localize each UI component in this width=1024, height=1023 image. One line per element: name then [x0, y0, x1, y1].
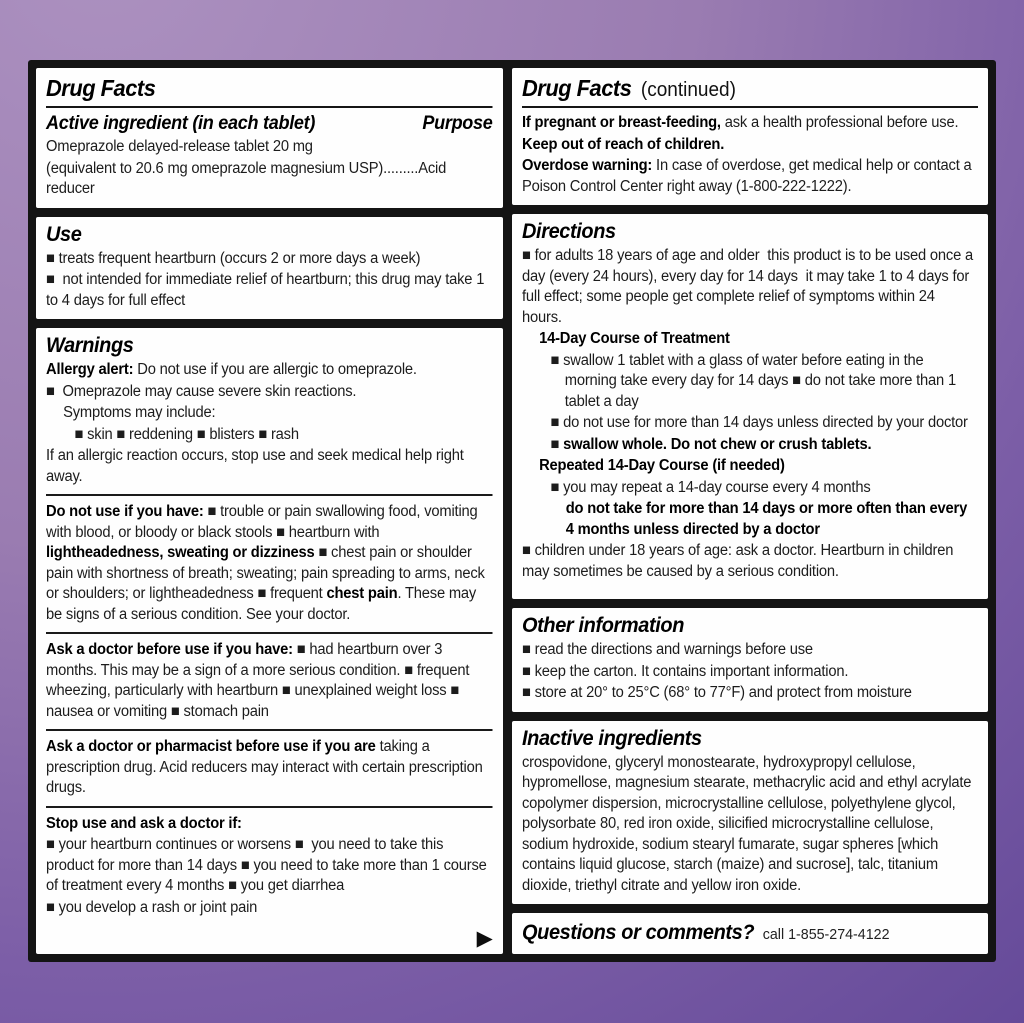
other-information-heading: Other information: [521, 614, 684, 637]
warnings-body: [46, 360, 493, 925]
drug-facts-label: [28, 60, 996, 962]
continued-label: (continued): [640, 79, 736, 101]
warnings-subsection: [46, 729, 493, 806]
drug-facts-header: [46, 73, 493, 108]
paragraph: ■ read the directions and warnings before use: [521, 641, 813, 658]
right-column: [512, 68, 988, 954]
questions-box: [512, 913, 988, 954]
purpose-heading: Purpose: [422, 113, 493, 134]
directions-box: [512, 214, 988, 599]
paragraph: ■ you may repeat a 14-day course every 4 months: [550, 478, 871, 496]
paragraph: ■ treats frequent heartburn (occurs 2 or more days a week): [46, 249, 421, 267]
paragraph: 14-Day Course of Treatment: [538, 330, 730, 347]
inactive-ingredients-heading: Inactive ingredients: [521, 726, 702, 750]
paragraph: If an allergic reaction occurs, stop use and seek medical help right away.: [46, 447, 468, 485]
paragraph: Ask a doctor before use if you have: ■ had heartburn over 3 months. This may be a sign of a more serious condition. ■ frequent wheezing, particularly with heartburn ■ unexplained weight loss ■ nausea or vomiting ■ stomach pain: [46, 641, 474, 720]
paragraph: Allergy alert: Do not use if you are allergic to omeprazole.: [46, 361, 417, 378]
directions-body: [522, 246, 978, 582]
paragraph: If pregnant or breast-feeding, ask a health professional before use.: [521, 114, 959, 131]
paragraph: do not take for more than 14 days or more often than every 4 months unless directed by a doctor: [565, 500, 971, 538]
active-ingredient-header-row: [46, 113, 493, 135]
paragraph: ■ your heartburn continues or worsens ■ you need to take this product for more than 14 days ■ you need to take more than 1 course of treatment every 4 months ■ you get diarrhea: [46, 836, 491, 894]
paragraph: ■ children under 18 years of age: ask a doctor. Heartburn in children may sometimes be caused by a serious condition.: [521, 542, 957, 580]
directions-heading: Directions: [521, 220, 616, 243]
paragraph: Symptoms may include:: [63, 404, 216, 421]
active-ingredient-box: [36, 68, 503, 208]
drug-facts-title-continued: Drug Facts: [521, 75, 632, 101]
paragraph: ■ swallow 1 tablet with a glass of water before eating in the morning take every day for 14 days ■ do not take more than 1 tablet a day: [550, 351, 960, 410]
paragraph: crospovidone, glyceryl monostearate, hydroxypropyl cellulose, hypromellose, magnesium stearate, methacrylic acid and ethyl acrylate copolymer dispersion, microcrystalline cellulose, polyethylene glycol, polysorbate 80, red iron oxide, silicified microcrystalline cellulose, sodium hydroxide, sodium stearyl fumarate, sugar spheres [which contains liquid glucose, starch (maize) and sucrose], talc, titanium dioxide, triethyl citrate and yellow iron oxide.: [521, 753, 976, 894]
paragraph: Keep out of reach of children.: [521, 135, 724, 153]
paragraph: ■ for adults 18 years of age and older this product is to be used once a day (every 24 hours), every day for 14 days it may take 1 to 4 days for full effect; some people get complete relief of symptoms within 24 hours.: [521, 247, 977, 326]
paragraph: Do not use if you have: ■ trouble or pain swallowing food, vomiting with blood, or bloody or black stools ■ heartburn with lightheadedness, sweating or dizziness ■ chest pain or shoulder pain with shortness of breath; sweating; pain spreading to arms, neck or shoulders; or lightheadedness ■ frequent chest pain. These may be signs of a serious condition. See your doctor.: [46, 503, 489, 623]
paragraph: Overdose warning: In case of overdose, get medical help or contact a Poison Control Center right away (1-800-222-1222).: [521, 157, 976, 195]
paragraph: Omeprazole delayed-release tablet 20 mg: [46, 138, 313, 155]
active-ingredient-heading: Active ingredient (in each tablet): [46, 113, 316, 134]
other-information-body: [522, 640, 978, 704]
paragraph: ■ Omeprazole may cause severe skin reactions.: [46, 382, 357, 400]
paragraph: ■ not intended for immediate relief of heartburn; this drug may take 1 to 4 days for full effect: [46, 271, 489, 309]
warnings-subsection: [46, 806, 493, 926]
continue-arrow-icon: ▶: [476, 927, 493, 950]
paragraph: ■ swallow whole. Do not chew or crush tablets.: [550, 435, 872, 453]
paragraph: Stop use and ask a doctor if:: [46, 814, 242, 832]
warnings-subsection: [46, 360, 493, 494]
paragraph: Ask a doctor or pharmacist before use if you are taking a prescription drug. Acid reducers may interact with certain prescription drugs.: [46, 738, 487, 796]
paragraph: Repeated 14-Day Course (if needed): [538, 457, 785, 474]
warnings-subsection: [46, 494, 493, 632]
questions-phone: call 1-855-274-4122: [762, 926, 890, 943]
continued-box: [512, 68, 988, 205]
paragraph: ■ keep the carton. It contains important information.: [521, 662, 849, 680]
use-body: [46, 249, 493, 312]
paragraph: (equivalent to 20.6 mg omeprazole magnesium USP).........Acid reducer: [46, 159, 451, 197]
inactive-ingredients-box: [512, 721, 988, 905]
drug-facts-title: Drug Facts: [46, 75, 156, 101]
pregnancy-overdose-body: [522, 113, 978, 197]
paragraph: ■ you develop a rash or joint pain: [46, 898, 258, 916]
warnings-subsection: [46, 632, 493, 729]
paragraph: ■ do not use for more than 14 days unless directed by your doctor: [550, 414, 968, 431]
use-box: [36, 217, 503, 320]
active-ingredient-body: [46, 137, 493, 200]
warnings-box: [36, 328, 503, 954]
left-column: [36, 68, 503, 954]
paragraph: ■ store at 20° to 25°C (68° to 77°F) and protect from moisture: [521, 684, 912, 701]
warnings-heading: Warnings: [46, 334, 134, 357]
drug-facts-continued-header: [522, 73, 978, 108]
paragraph: ■ skin ■ reddening ■ blisters ■ rash: [74, 425, 299, 443]
other-information-box: [512, 608, 988, 712]
inactive-ingredients-body: [522, 753, 978, 897]
use-heading: Use: [46, 222, 82, 246]
questions-heading: Questions or comments?: [521, 921, 755, 944]
